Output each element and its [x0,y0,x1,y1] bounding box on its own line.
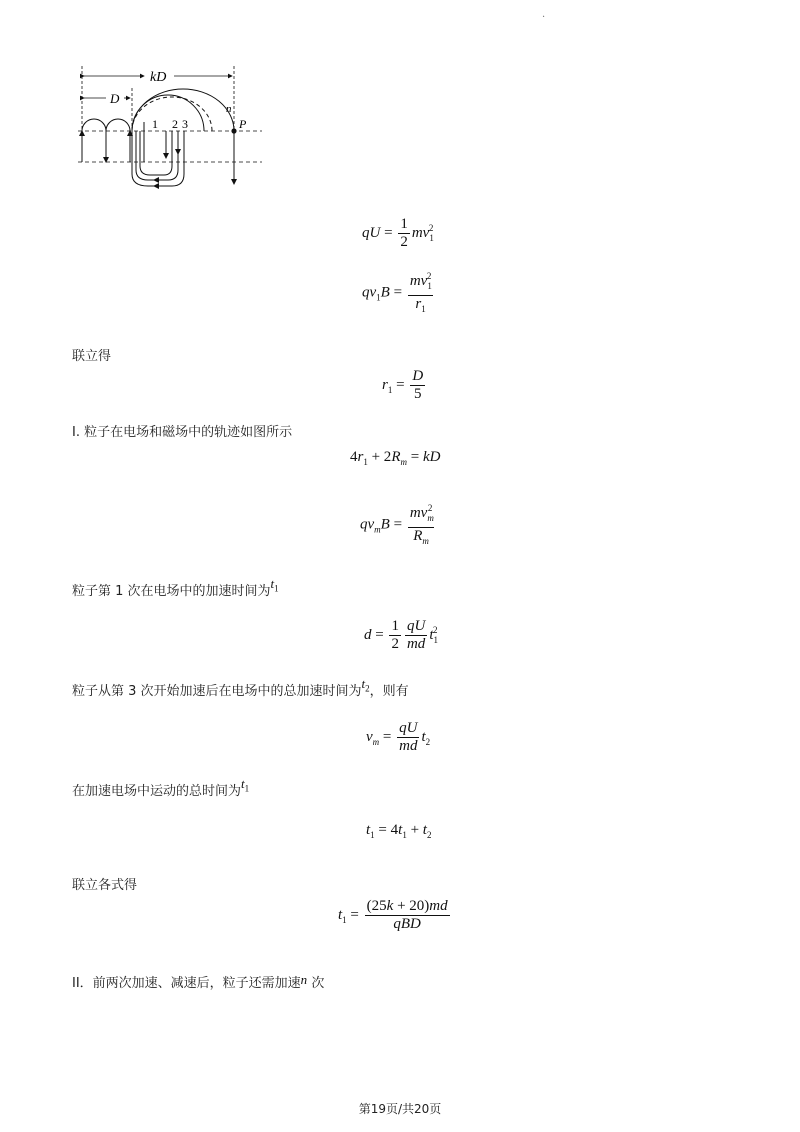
kd-label: kD [150,70,167,85]
equation-lorentz-1: $qv_1B$ = $\frac{mv_1^2}{r_1}$ [362,268,435,318]
equation-r1: $r_1$ = $\frac{D}{5}$ [382,368,424,402]
text-first-accel-prefix: 粒子第 1 次在电场中的加速时间为 [72,584,271,599]
equation-result: $t_1$ = $\frac{(25k + 20)md}{\text{qBD}}$ [338,898,448,932]
d-label: D [110,91,120,106]
text-part1-intro: I. 粒子在电场和磁场中的轨迹如图所示 [72,425,293,440]
text-lianli-all: 联立各式得 [72,878,138,893]
label-2: 2 [172,117,178,131]
trajectory-figure [70,62,270,190]
page-footer: 第19页/共20页 [358,1102,442,1116]
text-first-accel: 粒子第 1 次在电场中的加速时间为$t_1$ [72,576,279,599]
text-part2-prefix: II．前两次加速、减速后，粒子还需加速 [72,976,301,991]
label-p: P [239,117,247,131]
text-part2-suffix: 次 [311,976,325,991]
text-then-have: ，则有 [369,684,409,699]
label-n: n [226,103,232,115]
equation-geometry: $4r_1 + 2R_m$ = kD [350,449,441,467]
label-1: 1 [152,117,158,131]
text-lianli: 联立得 [72,349,112,364]
text-total-time: 在加速电场中运动的总时间为$t_1$ [72,776,250,799]
equation-vm: $v_m$ = $\frac{qU}{md}$ $t_2$ [366,720,431,754]
equation-energy: qU = $\frac{1}{2}$ $mv_1^2$ [362,216,434,250]
text-total-time-body: 在加速电场中运动的总时间为 [72,784,242,799]
equation-total-time: $t_1 = 4t_1 + t_2$ [366,822,432,840]
text-third-accel: 粒子从第 3 次开始加速后在电场中的总加速时间为$t_2$，则有 [72,676,409,699]
label-3: 3 [182,117,188,131]
equation-distance: d = $\frac{1}{2}$ $\frac{qU}{md}$ $t_1^2$ [364,618,438,652]
text-part2-var: n [300,972,308,987]
text-third-accel-body: 粒子从第 3 次开始加速后在电场中的总加速时间为 [72,684,362,699]
corner-mark: · [542,12,546,23]
text-part2 [72,972,324,991]
equation-lorentz-m: $qv_mB$ = $\frac{mv_m^2}{R_m}$ [360,500,436,550]
